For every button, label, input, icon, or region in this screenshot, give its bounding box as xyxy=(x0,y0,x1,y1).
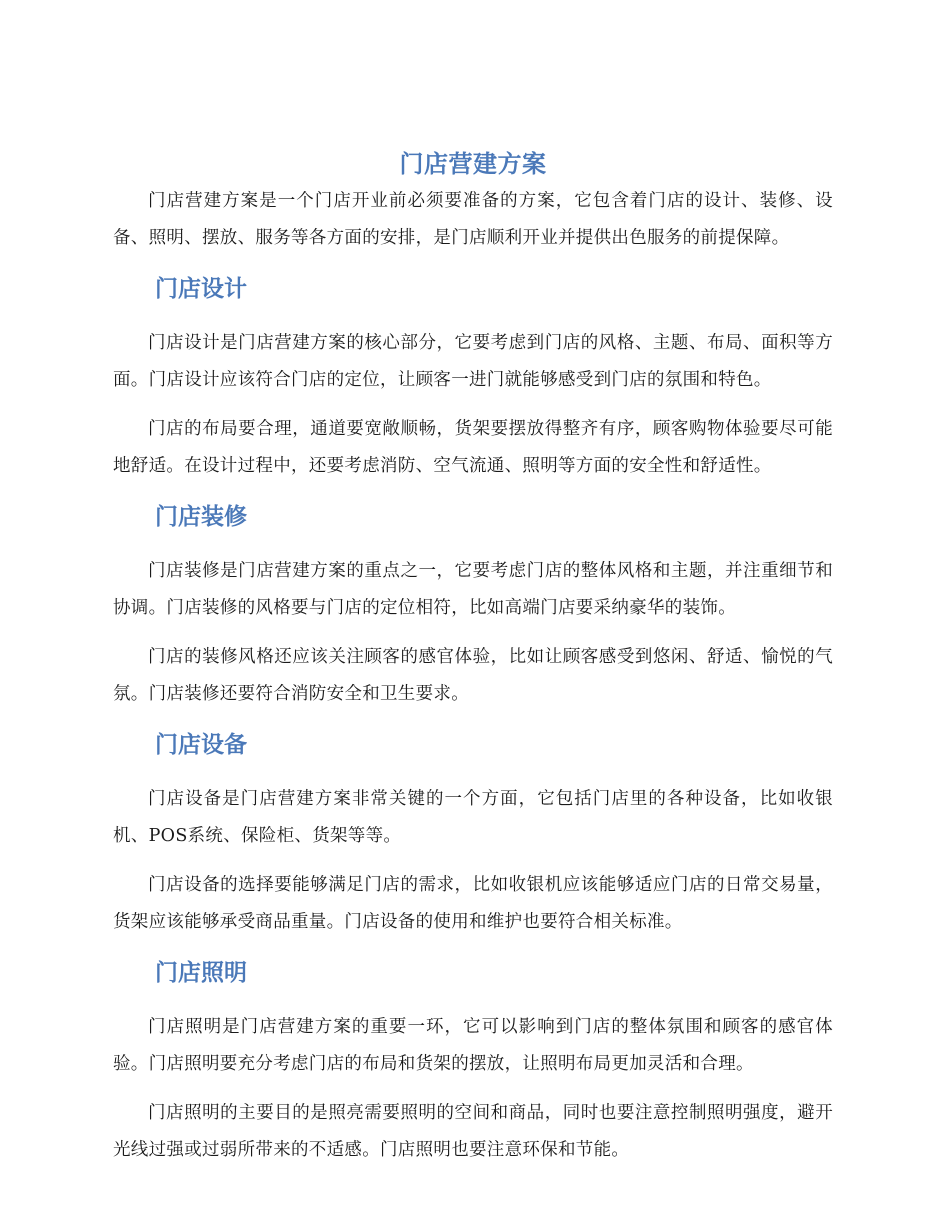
section-heading: 门店设备 xyxy=(155,732,247,758)
section-heading: 门店装修 xyxy=(155,504,247,530)
body-paragraph: 门店设计是门店营建方案的核心部分，它要考虑到门店的风格、主题、布局、面积等方面。门店设计应该符合门店的定位，让顾客一进门就能够感受到门店的氛围和特色。 xyxy=(113,333,833,390)
body-paragraph: 门店照明是门店营建方案的重要一环，它可以影响到门店的整体氛围和顾客的感官体验。门店照明要充分考虑门店的布局和货架的摆放，让照明布局更加灵活和合理。 xyxy=(113,1017,833,1074)
section-heading: 门店照明 xyxy=(155,960,247,986)
section-design xyxy=(113,267,833,485)
paragraph-spacer xyxy=(113,627,833,639)
body-paragraph: 门店设备的选择要能够满足门店的需求，比如收银机应该能够适应门店的日常交易量，货架应该能够承受商品重量。门店设备的使用和维护也要符合相关标准。 xyxy=(113,875,833,932)
section-lighting xyxy=(113,951,833,1169)
section-equipment xyxy=(113,723,833,941)
body-paragraph: 门店照明的主要目的是照亮需要照明的空间和商品，同时也要注意控制照明强度，避开光线过强或过弱所带来的不适感。门店照明也要注意环保和节能。 xyxy=(113,1103,833,1160)
body-paragraph: 门店设备是门店营建方案非常关键的一个方面，它包括门店里的各种设备，比如收银机、POS系统、保险柜、货架等等。 xyxy=(113,789,833,846)
section-decoration xyxy=(113,495,833,713)
section-heading: 门店设计 xyxy=(155,276,247,302)
page-title: 门店营建方案 xyxy=(399,150,547,178)
document-body xyxy=(113,146,833,1169)
body-paragraph: 门店的布局要合理，通道要宽敞顺畅，货架要摆放得整齐有序，顾客购物体验要尽可能地舒适。在设计过程中，还要考虑消防、空气流通、照明等方面的安全性和舒适性。 xyxy=(113,419,833,476)
paragraph-spacer xyxy=(113,399,833,411)
intro-paragraph: 门店营建方案是一个门店开业前必须要准备的方案，它包含着门店的设计、装修、设备、照明、摆放、服务等各方面的安排，是门店顺利开业并提供出色服务的前提保障。 xyxy=(113,191,833,248)
body-paragraph: 门店的装修风格还应该关注顾客的感官体验，比如让顾客感受到悠闲、舒适、愉悦的气氛。门店装修还要符合消防安全和卫生要求。 xyxy=(113,647,833,704)
body-paragraph: 门店装修是门店营建方案的重点之一，它要考虑门店的整体风格和主题，并注重细节和协调。门店装修的风格要与门店的定位相符，比如高端门店要采纳豪华的装饰。 xyxy=(113,561,833,618)
paragraph-spacer xyxy=(113,855,833,867)
paragraph-spacer xyxy=(113,1083,833,1095)
